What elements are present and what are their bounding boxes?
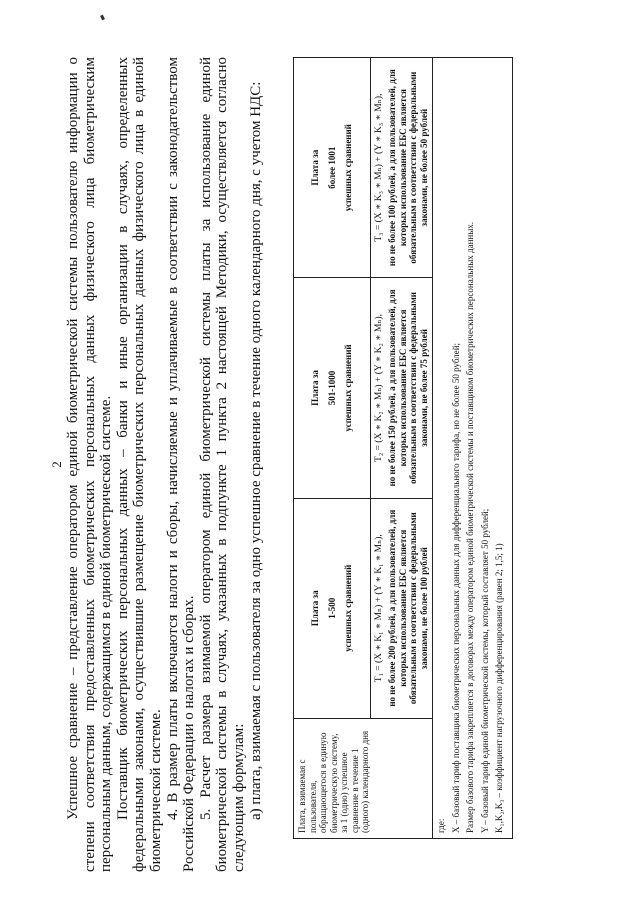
formula-t3: T₃ = (X ∗ K₃ ∗ Mₙ) + (Y ∗ K₃ ∗ Mₙ), [373,93,384,242]
header-line: успешных сравнений [343,344,353,432]
header-line: Плата за [310,590,320,627]
paragraph-biometric-data-supplier: Поставщик биометрических персональных данных – банки и иные организации в случаях, определенных федеральными законами, осуществившие размещение биометрических персональных данных физического лица в единой биометрической системе. [114,57,164,872]
formula-cell-tier-2 [370,278,433,498]
legend-x-definition: X – базовый тариф поставщика биометрических персональных данных для дифференциального тарифа, но не более 50 рублей; [450,342,461,833]
header-range: 1-500 [326,597,337,619]
document-body [65,57,264,872]
table-legend-row [433,58,513,839]
tariff-table [293,57,513,839]
table-header-row [294,58,371,839]
legend-x-note: Размер базового тарифа закрепляется в договорах между оператором единой биометрической системы и поставщиком биометрических персональных данных. [465,221,475,833]
header-cell-tier-2 [294,278,371,498]
header-range: более 1001 [326,146,337,189]
paragraph-fee-calculation: 5. Расчет размера взимаемой оператором единой биометрической системы платы за использование единой биометрической системы в случаях, указанных в подпункте 1 пункта 2 настоящей Методики, осуществляется согласно следующим формулам: [197,57,247,872]
header-range: 501-1000 [326,370,337,406]
formula-cell-tier-1 [370,498,433,718]
formula-t1: T₁ = (X ∗ K₁ ∗ Mₙ) + (Y ∗ K₁ ∗ Mₙ), [373,534,384,683]
header-cell-tier-3 [294,58,371,278]
formula-t2: T₂ = (X ∗ K₂ ∗ Mₙ) + (Y ∗ K₂ ∗ Mₙ), [373,313,384,462]
legend-y-definition: Y – базовый тариф единой биометрической системы, который составляет 50 рублей; [479,508,490,833]
legend-cell [433,58,513,839]
paragraph-fee-item-a: а) плата, взимаемая с пользователя за одно успешное сравнение в течение одного календарного дня, с учетом НДС: [247,81,264,820]
legend-k-definition: K₁,K₂,K₃ – коэффициент нагрузочного дифференцирования (равен 2; 1,5; 1) [494,543,504,833]
row-label-cell: Плата, взимаемая с пользователя, обращающегося в единую биометрическую систему, за 1 (одно) успешное сравнение в течение 1 (одного) календарного дня [294,718,433,838]
header-line: успешных сравнений [343,124,353,212]
header-line: Плата за [310,370,320,406]
header-line: успешных сравнений [343,564,353,652]
formula-cell-tier-3 [370,58,433,278]
formula-condition: но не более 100 рублей, а для пользователей, для которых использование ЕБС является обязательным в соответствии с федеральными законами, не более 50 рублей [387,69,429,267]
paragraph-taxes: 4. В размер платы включаются налоги и сборы, начисляемые и уплачиваемые в соответствии с законодательством Российской Федерации о налогах и сборах. [164,57,198,872]
header-line: Плата за [310,149,320,186]
header-cell-tier-1 [294,498,371,718]
page-number: 2 [49,461,64,468]
formula-condition: но не более 200 рублей, а для пользователей, для которых использование ЕБС является обязательным в соответствии с федеральными законами, не более 100 рублей [387,509,429,707]
scan-speck [100,15,105,21]
paragraph-successful-comparison: Успешное сравнение – представление оператором единой биометрической системы пользователю информации о степени соответствия предоставленных биометрических персональных данных физического лица биометрическим персональным данным, содержащимся в единой биометрической системе. [65,57,115,872]
rotated-document [51,57,531,872]
legend-where: где: [436,818,446,833]
formula-condition: но не более 150 рублей, а для пользователей, для которых использование ЕБС является обязательным в соответствии с федеральными законами, не более 75 рублей [387,289,429,487]
